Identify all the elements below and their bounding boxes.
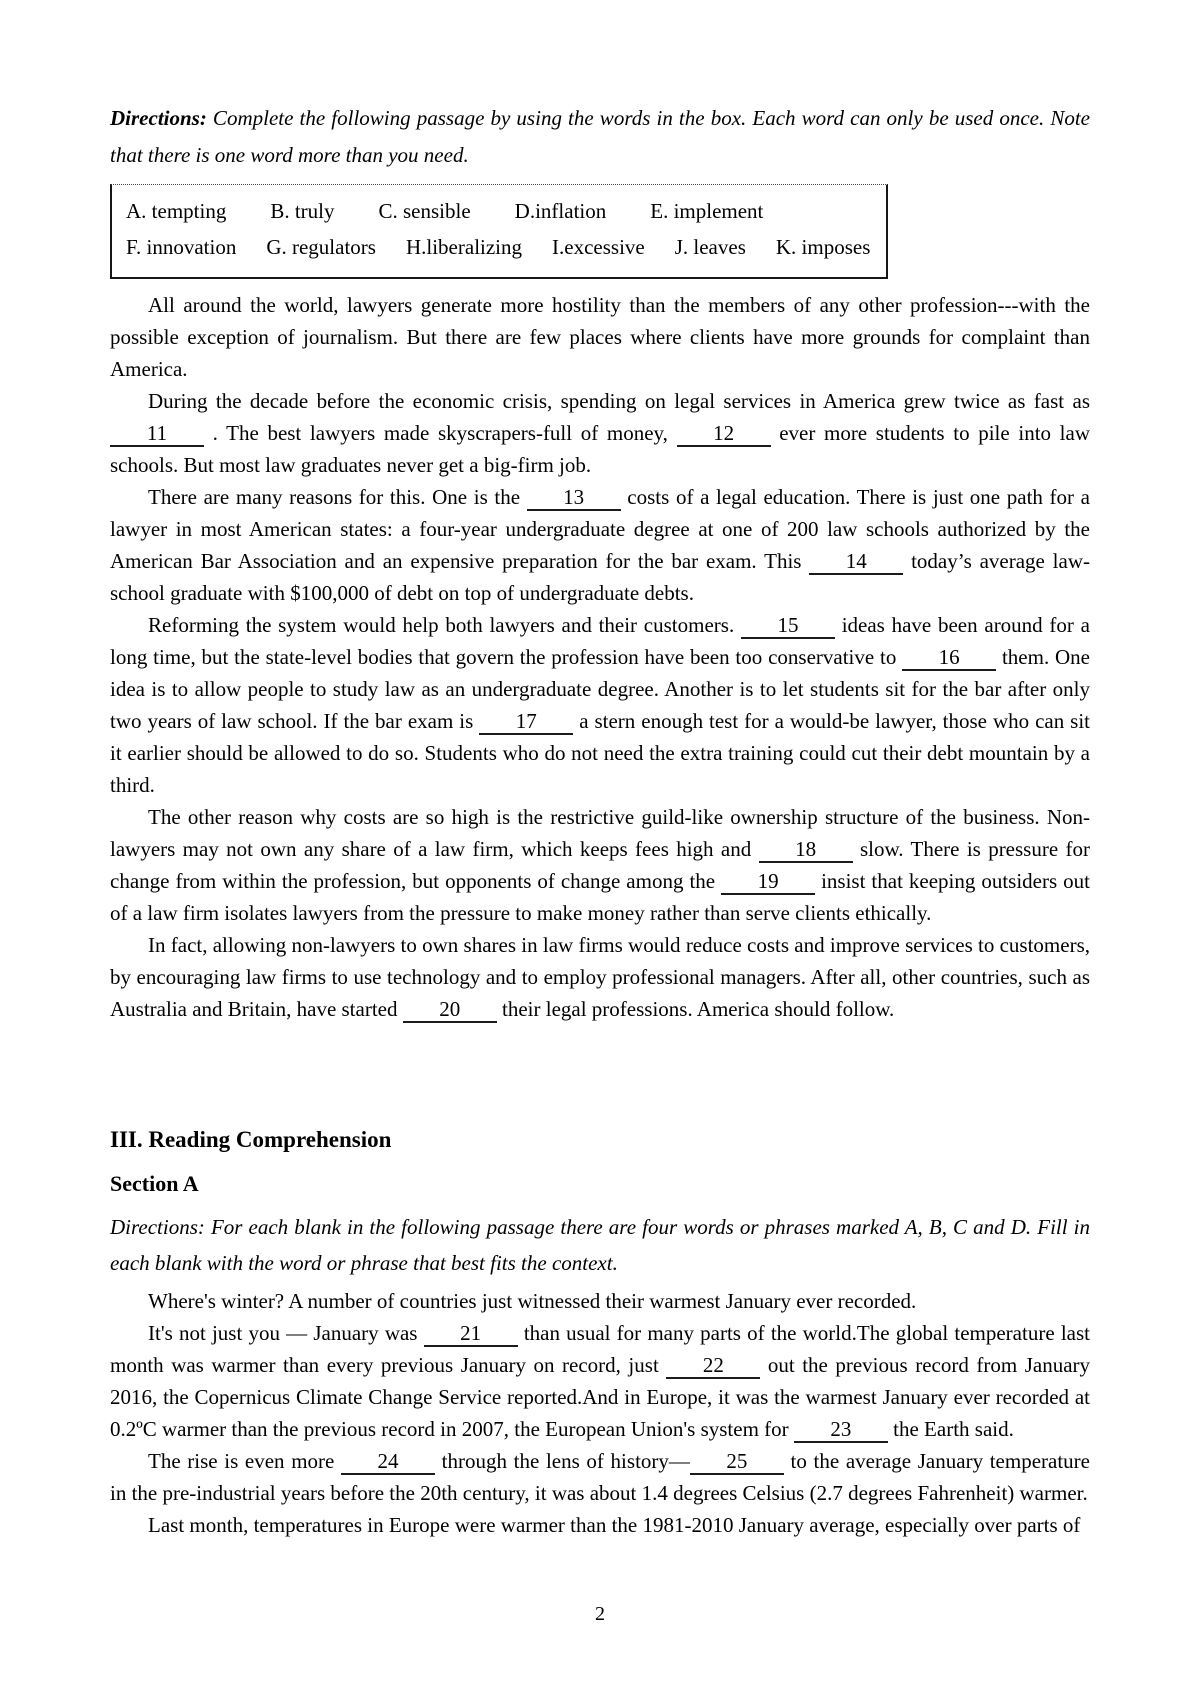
blank-25: 25 [690,1449,784,1475]
reading-directions: Directions: For each blank in the following passage there are four words or phrases marked A, B, C and D. Fill in each blank with the word or phrase that best fits the context. [110,1215,1090,1275]
word-option: I.excessive [552,235,645,259]
blank-16: 16 [902,645,996,671]
blank-21: 21 [424,1321,518,1347]
blank-18: 18 [759,837,853,863]
word-box-row [126,229,872,265]
blank-23: 23 [794,1417,888,1443]
blank-13: 13 [527,485,621,511]
passage-paragraph: All around the world, lawyers generate more hostility than the members of any other profession---with the possible exception of journalism. But there are few places where clients have more grounds for complaint than America. [110,293,1090,381]
blank-14: 14 [809,549,903,575]
word-option: B. truly [270,199,335,223]
passage-paragraph: The rise is even more 24 through the lens of history— 25 to the average January temperature in the pre-industrial years before the 20th century, it was about 1.4 degrees Celsius (2.7 degrees Fahrenheit) warmer. [110,1449,1090,1505]
section-a-label: Section A [110,1171,199,1196]
word-option: C. sensible [378,199,471,223]
passage-paragraph: There are many reasons for this. One is the 13 costs of a legal education. There is just one path for a lawyer in most American states: a four-year undergraduate degree at one of 200 law schools authorized by the American Bar Association and an expensive preparation for the bar exam. This 14 today’s average law-school graduate with $100,000 of debt on top of undergraduate debts. [110,485,1090,605]
word-option: F. innovation [126,235,237,259]
cloze-directions [110,100,1090,174]
blank-11: 11 [110,421,204,447]
blank-15: 15 [741,613,835,639]
cloze-passage [110,289,1090,1025]
word-option: J. leaves [674,235,746,259]
word-option: G. regulators [266,235,376,259]
word-box-row [126,193,872,229]
passage-paragraph: It's not just you — January was 21 than usual for many parts of the world.The global temperature last month was warmer than every previous January on record, just 22 out the previous record from January 2016, the Copernicus Climate Change Service reported.And in Europe, it was the warmest January ever recorded at 0.2ºC warmer than the previous record in 2007, the European Union's system for 23 the Earth said. [110,1321,1091,1441]
blank-19: 19 [721,869,815,895]
reading-passage [110,1285,1090,1541]
word-option: H.liberalizing [405,235,523,259]
word-option: K. imposes [775,235,871,259]
passage-paragraph: During the decade before the economic crisis, spending on legal services in America grew twice as fast as 11 . The best lawyers made skyscrapers-full of money, 12 ever more students to pile into law schools. But most law graduates never get a big-firm job. [110,389,1090,477]
blank-17: 17 [479,709,573,735]
cloze-directions-text: Complete the following passage by using the words in the box. Each word can only be used once. Note that there is one word more than you need. [110,106,1090,167]
word-option: D.inflation [514,199,607,223]
word-box [110,184,888,279]
blank-12: 12 [677,421,771,447]
reading-heading: III. Reading Comprehension [110,1127,392,1152]
passage-paragraph: In fact, allowing non-lawyers to own shares in law firms would reduce costs and improve services to customers, by encouraging law firms to use technology and to employ professional managers. After all, other countries, such as Australia and Britain, have started 20 their legal professions. America should follow. [110,933,1090,1021]
blank-24: 24 [341,1449,435,1475]
passage-paragraph: Last month, temperatures in Europe were warmer than the 1981-2010 January average, especially over parts of [148,1513,1081,1537]
cloze-directions-label: Directions: [110,106,207,130]
passage-paragraph: The other reason why costs are so high is the restrictive guild-like ownership structure of the business. Non-lawyers may not own any share of a law firm, which keeps fees high and 18 slow. There is pressure for change from within the profession, but opponents of change among the 19 insist that keeping outsiders out of a law firm isolates lawyers from the pressure to make money rather than serve clients ethically. [110,805,1091,925]
passage-paragraph: Reforming the system would help both lawyers and their customers. 15 ideas have been around for a long time, but the state-level bodies that govern the profession have been too conservative to 16 them. One idea is to allow people to study law as an undergraduate degree. Another is to let students sit for the bar after only two years of law school. If the bar exam is 17 a stern enough test for a would-be lawyer, those who can sit it earlier should be allowed to do so. Students who do not need the extra training could cut their debt mountain by a third. [110,613,1091,797]
blank-22: 22 [666,1353,760,1379]
word-option: A. tempting [126,199,227,223]
page-number: 2 [595,1603,605,1625]
word-option: E. implement [650,199,764,223]
blank-20: 20 [403,997,497,1023]
passage-paragraph: Where's winter? A number of countries just witnessed their warmest January ever recorded. [148,1289,917,1313]
